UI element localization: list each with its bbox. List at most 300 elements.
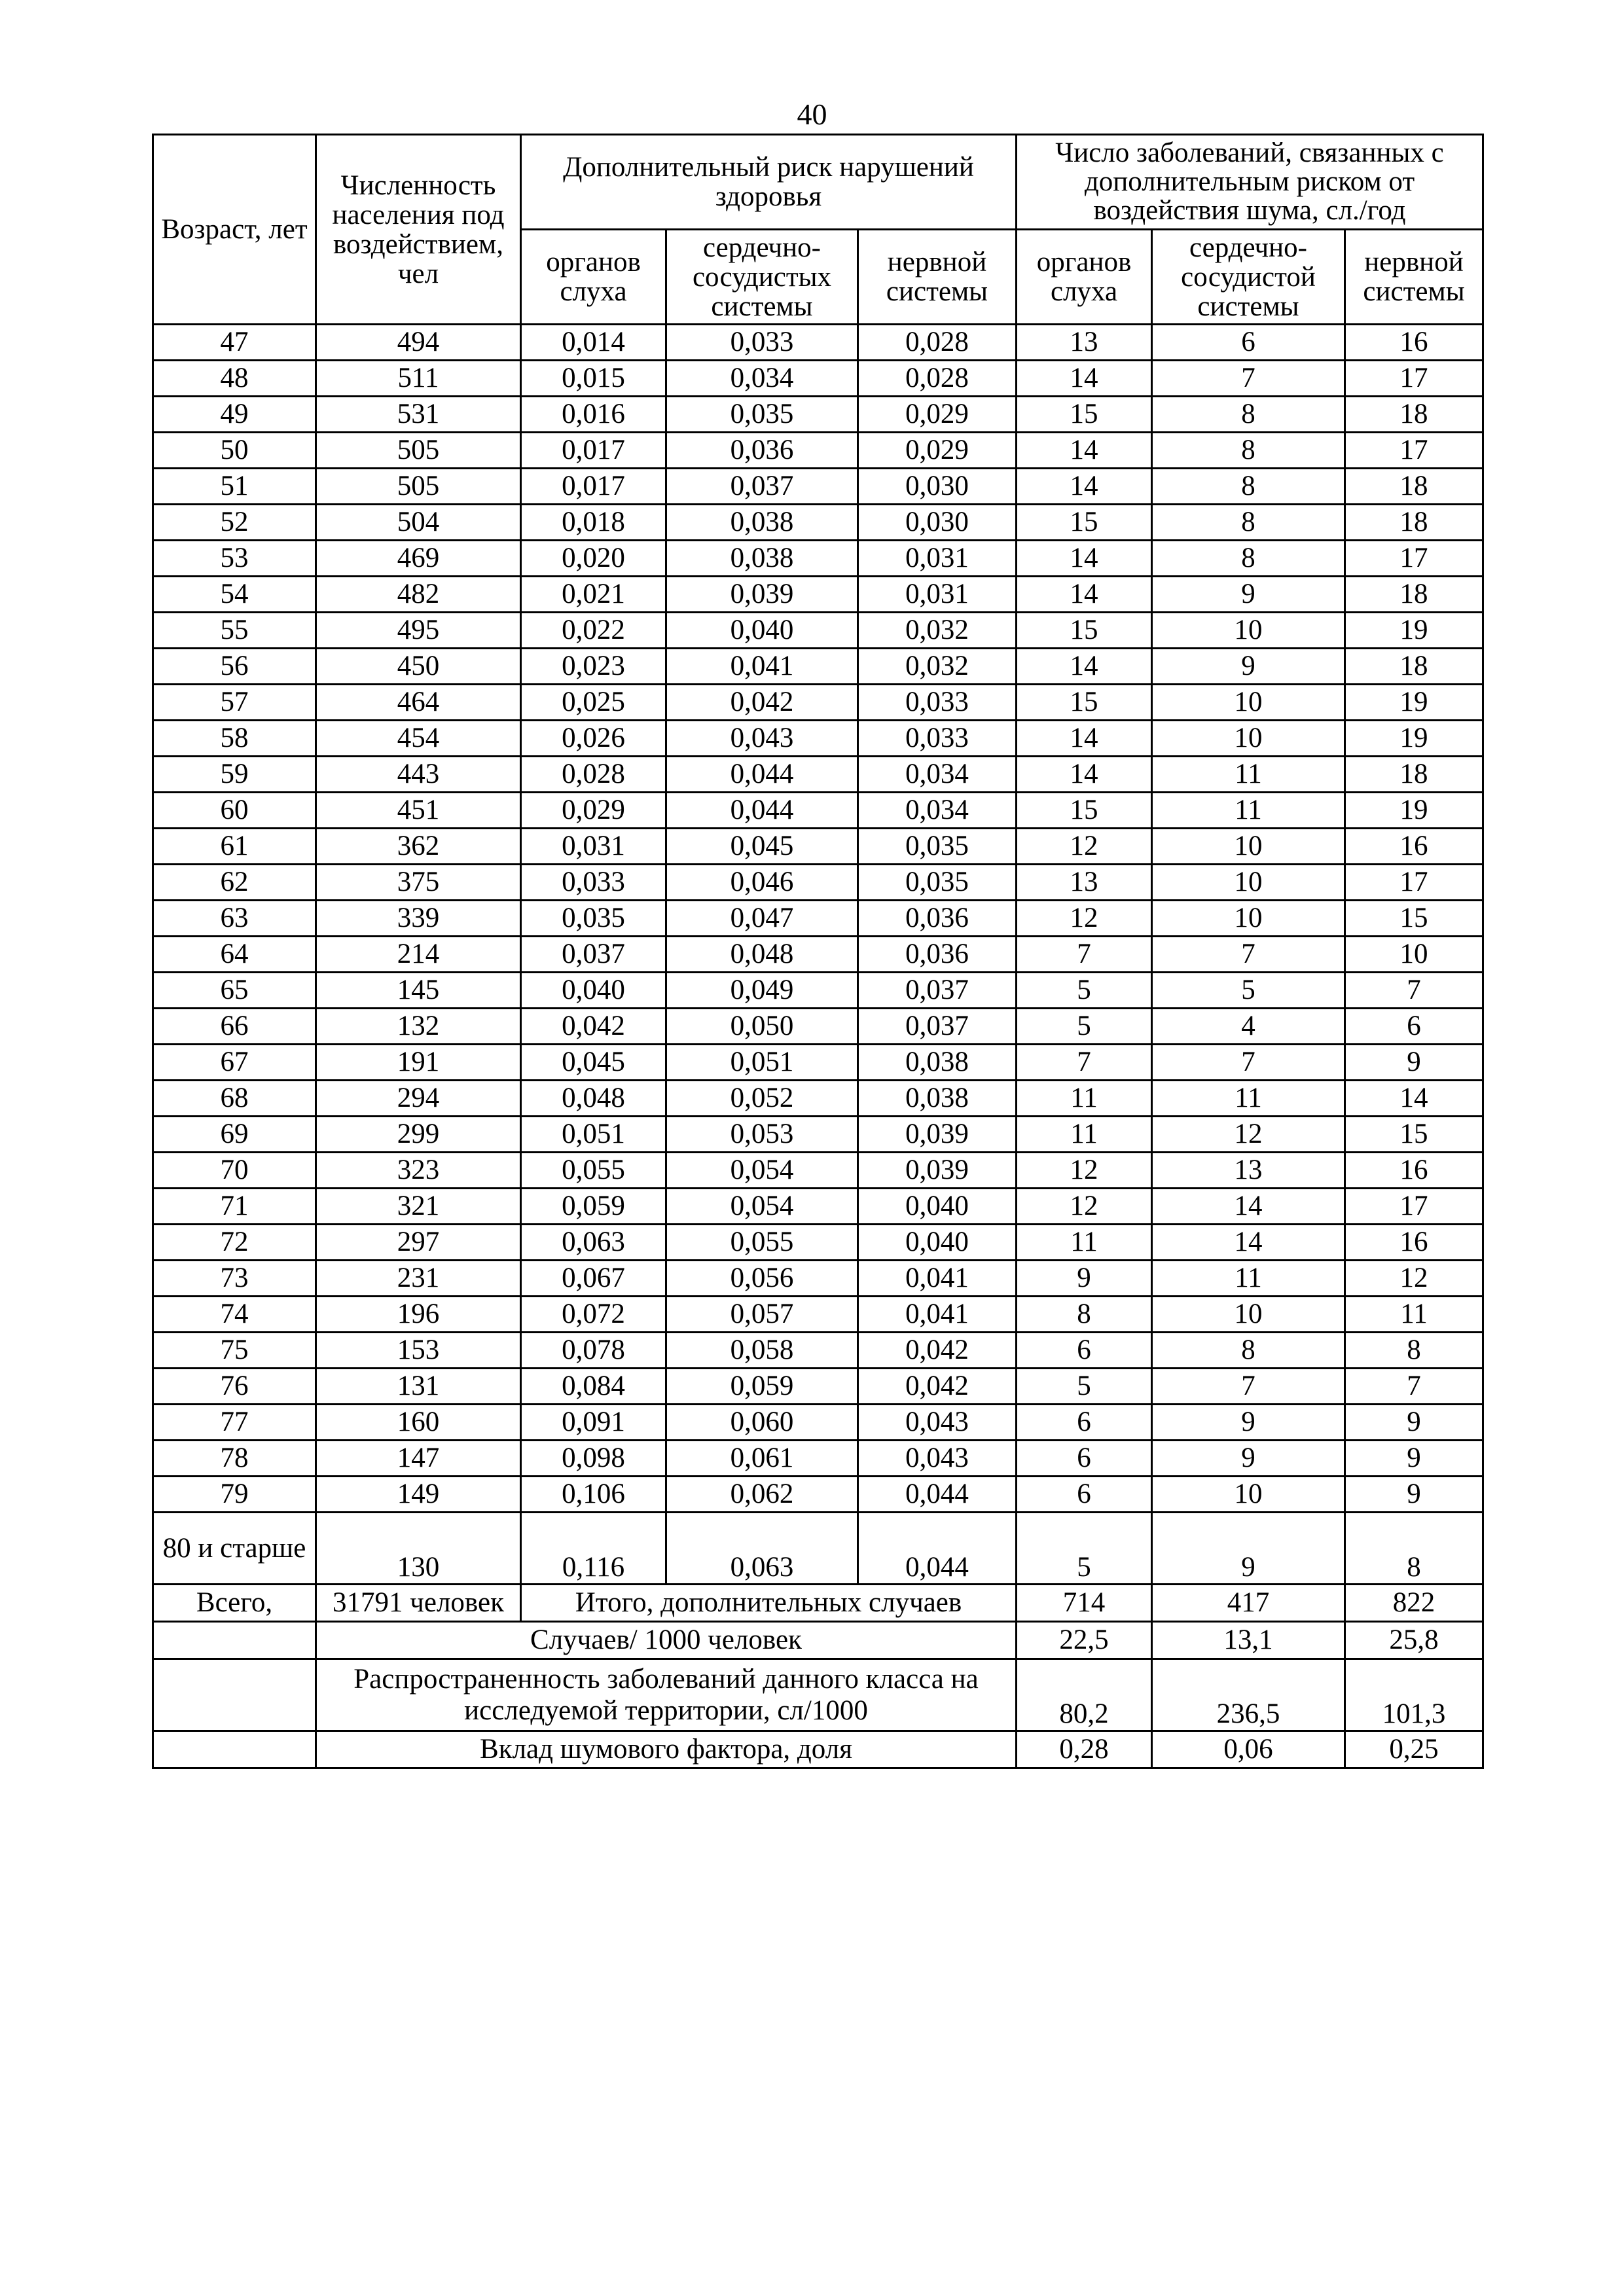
cell-risk-hearing: 0,028 (521, 757, 666, 793)
cell-risk-nervous: 0,028 (858, 361, 1017, 397)
cell-cases-cardio: 13 (1152, 1153, 1345, 1189)
per1000-caption: Случаев/ 1000 человек (316, 1622, 1017, 1659)
cell-risk-cardio: 0,055 (666, 1225, 858, 1261)
cell-population: 297 (316, 1225, 521, 1261)
cell-risk-cardio: 0,054 (666, 1189, 858, 1225)
table-row (153, 1297, 1483, 1333)
cell-risk-cardio: 0,054 (666, 1153, 858, 1189)
cell-cases-nervous: 19 (1345, 793, 1483, 829)
cell-risk-hearing: 0,106 (521, 1477, 666, 1513)
cell-risk-cardio: 0,047 (666, 901, 858, 937)
cell-cases-hearing: 6 (1017, 1333, 1152, 1369)
cell-age: 63 (153, 901, 316, 937)
cell-population: 131 (316, 1369, 521, 1405)
cell-risk-cardio: 0,056 (666, 1261, 858, 1297)
cell-cases-nervous: 15 (1345, 901, 1483, 937)
cell-cases-hearing: 13 (1017, 325, 1152, 361)
cell-risk-hearing: 0,016 (521, 397, 666, 433)
cell-population: 196 (316, 1297, 521, 1333)
cell-cases-cardio: 14 (1152, 1189, 1345, 1225)
cell-risk-nervous: 0,041 (858, 1261, 1017, 1297)
cell-cases-cardio: 7 (1152, 937, 1345, 973)
cell-risk-hearing: 0,055 (521, 1153, 666, 1189)
cell-population: 531 (316, 397, 521, 433)
cell-population: 362 (316, 829, 521, 865)
cell-risk-hearing: 0,078 (521, 1333, 666, 1369)
cell-cases-nervous: 9 (1345, 1441, 1483, 1477)
cell-population: 214 (316, 937, 521, 973)
cell-cases-hearing: 12 (1017, 1153, 1152, 1189)
table-row (153, 1333, 1483, 1369)
cell-risk-nervous: 0,035 (858, 865, 1017, 901)
cell-population: 231 (316, 1261, 521, 1297)
cell-risk-cardio: 0,044 (666, 793, 858, 829)
cell-population: 450 (316, 649, 521, 685)
cell-age: 61 (153, 829, 316, 865)
cell-cases-hearing: 12 (1017, 829, 1152, 865)
cell-cases-cardio: 9 (1152, 1441, 1345, 1477)
cell-cases-hearing: 6 (1017, 1405, 1152, 1441)
cell-population: 505 (316, 433, 521, 469)
table-row (153, 685, 1483, 721)
cell-risk-nervous: 0,040 (858, 1225, 1017, 1261)
cell-age: 68 (153, 1081, 316, 1117)
cell-cases-nervous: 18 (1345, 649, 1483, 685)
cell-risk-nervous: 0,031 (858, 541, 1017, 577)
cell-age: 71 (153, 1189, 316, 1225)
cell-age: 52 (153, 505, 316, 541)
table-row (153, 829, 1483, 865)
cell-risk-nervous: 0,036 (858, 901, 1017, 937)
cell-cases-cardio: 11 (1152, 1261, 1345, 1297)
cell-cases-hearing: 15 (1017, 613, 1152, 649)
cell-age: 48 (153, 361, 316, 397)
cell-age: 75 (153, 1333, 316, 1369)
table-row (153, 1009, 1483, 1045)
cell-risk-cardio: 0,059 (666, 1369, 858, 1405)
table-row (153, 1405, 1483, 1441)
cell-risk-nervous: 0,042 (858, 1333, 1017, 1369)
cell-risk-cardio: 0,050 (666, 1009, 858, 1045)
header-risk-group: Дополнительный риск нарушений здоровья (521, 135, 1017, 230)
cell-cases-cardio: 12 (1152, 1117, 1345, 1153)
table-row (153, 793, 1483, 829)
cell-risk-cardio: 0,036 (666, 433, 858, 469)
noise-caption: Вклад шумового фактора, доля (316, 1731, 1017, 1768)
cell-cases-nervous: 8 (1345, 1333, 1483, 1369)
cell-risk-hearing: 0,072 (521, 1297, 666, 1333)
cell-population: 294 (316, 1081, 521, 1117)
cell-risk-nervous: 0,042 (858, 1369, 1017, 1405)
cell-population: 321 (316, 1189, 521, 1225)
noise-contribution-row (153, 1731, 1483, 1768)
cell-age: 65 (153, 973, 316, 1009)
cell-population: 504 (316, 505, 521, 541)
cell-risk-hearing: 0,031 (521, 829, 666, 865)
cell-population: 339 (316, 901, 521, 937)
cell-risk-nervous: 0,031 (858, 577, 1017, 613)
page-number: 40 (797, 98, 827, 131)
table-row-80-plus (153, 1513, 1483, 1585)
cell-cases-nervous: 8 (1345, 1513, 1483, 1585)
cell-risk-hearing: 0,022 (521, 613, 666, 649)
prevalence-row (153, 1659, 1483, 1731)
cell-risk-nervous: 0,034 (858, 793, 1017, 829)
cell-risk-hearing: 0,017 (521, 469, 666, 505)
cell-cases-cardio: 14 (1152, 1225, 1345, 1261)
cell-risk-cardio: 0,034 (666, 361, 858, 397)
prevalence-caption: Распространенность заболеваний данного класса на исследуемой территории, сл/1000 (316, 1659, 1017, 1731)
cell-cases-nervous: 14 (1345, 1081, 1483, 1117)
header-row-top (153, 135, 1483, 230)
cell-population: 451 (316, 793, 521, 829)
cell-cases-nervous: 19 (1345, 613, 1483, 649)
cell-cases-cardio: 8 (1152, 397, 1345, 433)
cell-risk-cardio: 0,044 (666, 757, 858, 793)
cell-population: 454 (316, 721, 521, 757)
cell-cases-cardio: 10 (1152, 685, 1345, 721)
table-row (153, 937, 1483, 973)
cell-cases-cardio: 6 (1152, 325, 1345, 361)
cell-risk-nervous: 0,039 (858, 1117, 1017, 1153)
cell-population: 375 (316, 865, 521, 901)
cell-age: 77 (153, 1405, 316, 1441)
noise-nervous: 0,25 (1345, 1731, 1483, 1768)
cell-cases-cardio: 7 (1152, 1369, 1345, 1405)
cell-population: 495 (316, 613, 521, 649)
table-row (153, 1477, 1483, 1513)
cell-age: 49 (153, 397, 316, 433)
cell-risk-nervous: 0,044 (858, 1513, 1017, 1585)
cell-risk-nervous: 0,028 (858, 325, 1017, 361)
cell-cases-hearing: 15 (1017, 397, 1152, 433)
cell-age: 55 (153, 613, 316, 649)
cell-cases-cardio: 8 (1152, 433, 1345, 469)
cell-risk-nervous: 0,043 (858, 1441, 1017, 1477)
table-row (153, 1369, 1483, 1405)
cell-cases-hearing: 15 (1017, 685, 1152, 721)
cell-risk-nervous: 0,032 (858, 649, 1017, 685)
cell-risk-cardio: 0,038 (666, 541, 858, 577)
cell-age: 78 (153, 1441, 316, 1477)
cell-risk-hearing: 0,014 (521, 325, 666, 361)
table-row (153, 1153, 1483, 1189)
header-population: Численность населения под воздействием, чел (316, 135, 521, 325)
table-row (153, 613, 1483, 649)
cell-risk-hearing: 0,040 (521, 973, 666, 1009)
cell-population: 323 (316, 1153, 521, 1189)
total-population: 31791 человек (316, 1585, 521, 1622)
cell-population: 153 (316, 1333, 521, 1369)
cell-population: 160 (316, 1405, 521, 1441)
table-row (153, 721, 1483, 757)
cell-cases-hearing: 14 (1017, 469, 1152, 505)
table-row (153, 757, 1483, 793)
cell-cases-hearing: 7 (1017, 1045, 1152, 1081)
cell-cases-hearing: 13 (1017, 865, 1152, 901)
cell-cases-cardio: 11 (1152, 757, 1345, 793)
cell-cases-hearing: 14 (1017, 649, 1152, 685)
cell-cases-hearing: 11 (1017, 1117, 1152, 1153)
cell-risk-nervous: 0,029 (858, 433, 1017, 469)
header-risk-nervous: нервной системы (858, 230, 1017, 325)
cell-risk-nervous: 0,040 (858, 1189, 1017, 1225)
cell-age: 73 (153, 1261, 316, 1297)
header-cases-cardio: сердечно-сосудистой системы (1152, 230, 1345, 325)
cell-cases-hearing: 14 (1017, 541, 1152, 577)
cell-cases-nervous: 16 (1345, 1225, 1483, 1261)
header-cases-hearing: органов слуха (1017, 230, 1152, 325)
cell-cases-cardio: 5 (1152, 973, 1345, 1009)
cell-cases-hearing: 14 (1017, 757, 1152, 793)
morbidity-risk-table (152, 134, 1484, 1769)
cell-cases-hearing: 8 (1017, 1297, 1152, 1333)
cell-age: 51 (153, 469, 316, 505)
prevalence-empty-cell (153, 1659, 316, 1731)
cell-cases-cardio: 4 (1152, 1009, 1345, 1045)
cell-risk-hearing: 0,025 (521, 685, 666, 721)
cell-age: 80 и старше (153, 1513, 316, 1585)
noise-hearing: 0,28 (1017, 1731, 1152, 1768)
table-row (153, 865, 1483, 901)
cell-risk-hearing: 0,033 (521, 865, 666, 901)
cell-cases-nervous: 9 (1345, 1405, 1483, 1441)
per1000-row (153, 1622, 1483, 1659)
cell-cases-hearing: 12 (1017, 1189, 1152, 1225)
cell-cases-cardio: 10 (1152, 613, 1345, 649)
cell-cases-cardio: 10 (1152, 721, 1345, 757)
cell-cases-cardio: 10 (1152, 829, 1345, 865)
cell-risk-hearing: 0,023 (521, 649, 666, 685)
cell-risk-hearing: 0,063 (521, 1225, 666, 1261)
cell-cases-hearing: 15 (1017, 793, 1152, 829)
cell-risk-hearing: 0,015 (521, 361, 666, 397)
cell-risk-cardio: 0,038 (666, 505, 858, 541)
cell-age: 54 (153, 577, 316, 613)
table-row (153, 541, 1483, 577)
cell-risk-hearing: 0,042 (521, 1009, 666, 1045)
cell-risk-cardio: 0,053 (666, 1117, 858, 1153)
cell-cases-hearing: 5 (1017, 1009, 1152, 1045)
cell-risk-nervous: 0,033 (858, 721, 1017, 757)
cell-cases-cardio: 9 (1152, 649, 1345, 685)
table-row (153, 325, 1483, 361)
cell-cases-nervous: 17 (1345, 865, 1483, 901)
cell-cases-hearing: 14 (1017, 361, 1152, 397)
cell-age: 50 (153, 433, 316, 469)
table-row (153, 1045, 1483, 1081)
cell-population: 191 (316, 1045, 521, 1081)
cell-population: 443 (316, 757, 521, 793)
cell-risk-hearing: 0,051 (521, 1117, 666, 1153)
cell-population: 469 (316, 541, 521, 577)
table-row (153, 649, 1483, 685)
cell-risk-cardio: 0,063 (666, 1513, 858, 1585)
cell-cases-nervous: 17 (1345, 541, 1483, 577)
cell-age: 62 (153, 865, 316, 901)
cell-risk-hearing: 0,021 (521, 577, 666, 613)
cell-risk-nervous: 0,037 (858, 1009, 1017, 1045)
header-risk-hearing: органов слуха (521, 230, 666, 325)
cell-risk-hearing: 0,020 (521, 541, 666, 577)
cell-risk-hearing: 0,098 (521, 1441, 666, 1477)
cell-age: 53 (153, 541, 316, 577)
table-row (153, 1441, 1483, 1477)
table-row (153, 505, 1483, 541)
cell-risk-cardio: 0,057 (666, 1297, 858, 1333)
cell-cases-hearing: 7 (1017, 937, 1152, 973)
cell-population: 494 (316, 325, 521, 361)
cell-cases-cardio: 10 (1152, 865, 1345, 901)
cell-cases-nervous: 18 (1345, 757, 1483, 793)
cell-risk-cardio: 0,058 (666, 1333, 858, 1369)
cell-population: 511 (316, 361, 521, 397)
table-row (153, 1189, 1483, 1225)
table-row (153, 973, 1483, 1009)
cell-cases-cardio: 9 (1152, 1405, 1345, 1441)
cell-risk-cardio: 0,051 (666, 1045, 858, 1081)
cell-cases-nervous: 9 (1345, 1045, 1483, 1081)
table-row (153, 1081, 1483, 1117)
cell-cases-nervous: 15 (1345, 1117, 1483, 1153)
cell-population: 132 (316, 1009, 521, 1045)
total-nervous: 822 (1345, 1585, 1483, 1622)
per1000-hearing: 22,5 (1017, 1622, 1152, 1659)
cell-age: 66 (153, 1009, 316, 1045)
cell-risk-cardio: 0,060 (666, 1405, 858, 1441)
cell-risk-cardio: 0,035 (666, 397, 858, 433)
cell-risk-hearing: 0,017 (521, 433, 666, 469)
cell-cases-hearing: 5 (1017, 1513, 1152, 1585)
cell-age: 69 (153, 1117, 316, 1153)
table-row (153, 1261, 1483, 1297)
cell-age: 67 (153, 1045, 316, 1081)
cell-risk-nervous: 0,035 (858, 829, 1017, 865)
cell-risk-cardio: 0,040 (666, 613, 858, 649)
cell-risk-nervous: 0,039 (858, 1153, 1017, 1189)
cell-cases-hearing: 5 (1017, 973, 1152, 1009)
cell-cases-nervous: 6 (1345, 1009, 1483, 1045)
cell-cases-nervous: 18 (1345, 469, 1483, 505)
cell-cases-nervous: 7 (1345, 1369, 1483, 1405)
cell-age: 72 (153, 1225, 316, 1261)
cell-cases-hearing: 9 (1017, 1261, 1152, 1297)
cell-cases-nervous: 12 (1345, 1261, 1483, 1297)
cell-cases-nervous: 19 (1345, 685, 1483, 721)
cell-cases-nervous: 16 (1345, 1153, 1483, 1189)
cell-cases-nervous: 17 (1345, 1189, 1483, 1225)
cell-cases-cardio: 8 (1152, 1333, 1345, 1369)
cell-age: 60 (153, 793, 316, 829)
cell-cases-cardio: 10 (1152, 1477, 1345, 1513)
cell-population: 299 (316, 1117, 521, 1153)
header-cases-group: Число заболеваний, связанных с дополнительным риском от воздействия шума, сл./год (1017, 135, 1483, 230)
cell-cases-nervous: 19 (1345, 721, 1483, 757)
cell-risk-cardio: 0,037 (666, 469, 858, 505)
cell-risk-nervous: 0,043 (858, 1405, 1017, 1441)
cell-cases-nervous: 9 (1345, 1477, 1483, 1513)
cell-cases-hearing: 5 (1017, 1369, 1152, 1405)
cell-risk-nervous: 0,034 (858, 757, 1017, 793)
cell-age: 74 (153, 1297, 316, 1333)
cell-cases-nervous: 17 (1345, 433, 1483, 469)
cell-risk-cardio: 0,043 (666, 721, 858, 757)
cell-cases-nervous: 16 (1345, 325, 1483, 361)
cell-risk-hearing: 0,116 (521, 1513, 666, 1585)
cell-cases-nervous: 7 (1345, 973, 1483, 1009)
cell-risk-nervous: 0,030 (858, 505, 1017, 541)
cell-risk-nervous: 0,030 (858, 469, 1017, 505)
noise-empty-cell (153, 1731, 316, 1768)
table-body (153, 325, 1483, 1768)
prevalence-nervous: 101,3 (1345, 1659, 1483, 1731)
cell-cases-cardio: 11 (1152, 1081, 1345, 1117)
cell-risk-nervous: 0,044 (858, 1477, 1017, 1513)
cell-age: 58 (153, 721, 316, 757)
cell-risk-hearing: 0,035 (521, 901, 666, 937)
header-age: Возраст, лет (153, 135, 316, 325)
cell-cases-cardio: 8 (1152, 541, 1345, 577)
cell-cases-cardio: 7 (1152, 361, 1345, 397)
cell-population: 149 (316, 1477, 521, 1513)
cell-population: 505 (316, 469, 521, 505)
cell-population: 147 (316, 1441, 521, 1477)
cell-age: 64 (153, 937, 316, 973)
cell-cases-cardio: 8 (1152, 469, 1345, 505)
cell-cases-hearing: 11 (1017, 1225, 1152, 1261)
cell-cases-nervous: 18 (1345, 505, 1483, 541)
table-row (153, 577, 1483, 613)
table-row (153, 1117, 1483, 1153)
total-label: Всего, (153, 1585, 316, 1622)
cell-cases-cardio: 9 (1152, 577, 1345, 613)
table-row (153, 361, 1483, 397)
cell-age: 57 (153, 685, 316, 721)
cell-risk-cardio: 0,039 (666, 577, 858, 613)
cell-risk-nervous: 0,041 (858, 1297, 1017, 1333)
per1000-cardio: 13,1 (1152, 1622, 1345, 1659)
cell-cases-nervous: 10 (1345, 937, 1483, 973)
cell-cases-hearing: 6 (1017, 1441, 1152, 1477)
cell-risk-hearing: 0,059 (521, 1189, 666, 1225)
cell-risk-hearing: 0,091 (521, 1405, 666, 1441)
table-row (153, 901, 1483, 937)
cell-age: 76 (153, 1369, 316, 1405)
cell-cases-cardio: 7 (1152, 1045, 1345, 1081)
cell-risk-hearing: 0,048 (521, 1081, 666, 1117)
total-hearing: 714 (1017, 1585, 1152, 1622)
cell-population: 482 (316, 577, 521, 613)
cell-risk-cardio: 0,042 (666, 685, 858, 721)
cell-cases-nervous: 18 (1345, 397, 1483, 433)
cell-risk-nervous: 0,036 (858, 937, 1017, 973)
cell-risk-cardio: 0,049 (666, 973, 858, 1009)
cell-risk-cardio: 0,061 (666, 1441, 858, 1477)
cell-risk-nervous: 0,033 (858, 685, 1017, 721)
prevalence-hearing: 80,2 (1017, 1659, 1152, 1731)
cell-risk-nervous: 0,038 (858, 1045, 1017, 1081)
header-risk-cardio: сердечно-сосудистых системы (666, 230, 858, 325)
cell-risk-nervous: 0,038 (858, 1081, 1017, 1117)
cell-population: 145 (316, 973, 521, 1009)
cell-risk-hearing: 0,045 (521, 1045, 666, 1081)
cell-cases-hearing: 14 (1017, 577, 1152, 613)
table-row (153, 433, 1483, 469)
cell-risk-cardio: 0,048 (666, 937, 858, 973)
cell-cases-nervous: 18 (1345, 577, 1483, 613)
cell-cases-hearing: 6 (1017, 1477, 1152, 1513)
total-row (153, 1585, 1483, 1622)
